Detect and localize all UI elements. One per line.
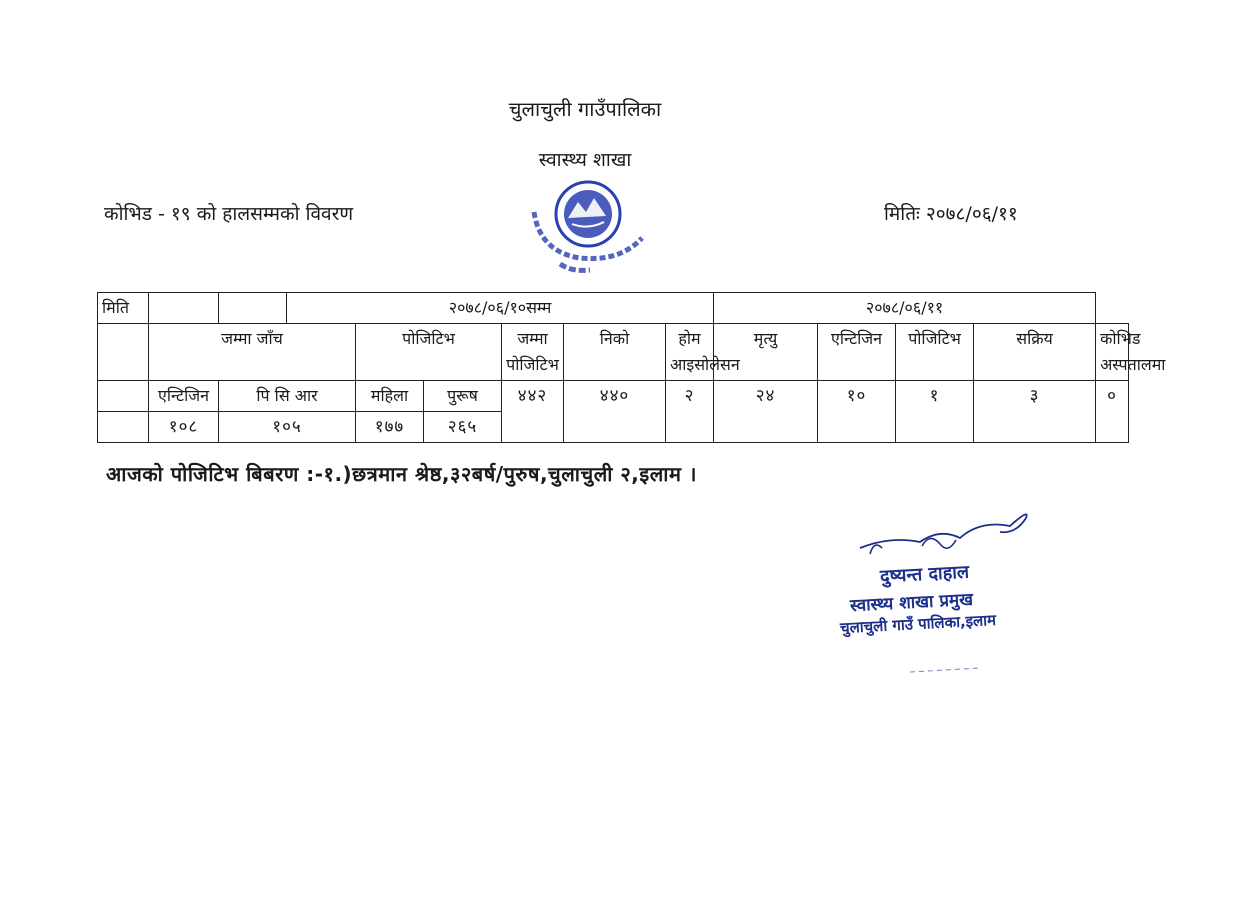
today-positive-detail: आजको पोजिटिभ बिबरण :-१.)छत्रमान श्रेष्ठ,३२बर्ष/पुरुष,चुलाचुली २,इलाम । xyxy=(106,462,697,486)
header-deaths: मृत्यु xyxy=(714,324,818,381)
header-total-positive: जम्मा पोजिटिभ xyxy=(502,324,564,381)
header-positive: पोजिटिभ xyxy=(356,324,502,381)
office-title: चुलाचुली गाउँपालिका xyxy=(508,97,662,121)
value-active: ३ xyxy=(974,381,1096,443)
covid-summary-table xyxy=(97,292,1166,443)
value-antigen: १०८ xyxy=(149,412,219,443)
value-recovered: ४४० xyxy=(564,381,666,443)
report-subject: कोभिड - १९ को हालसम्मको विवरण xyxy=(104,203,354,225)
subheader-pcr: पि सि आर xyxy=(219,381,356,412)
miti-label: मिति xyxy=(98,293,149,324)
signatory-post: स्वास्थ्य शाखा प्रमुख xyxy=(849,589,974,617)
value-deaths: २४ xyxy=(714,381,818,443)
value-pcr: १०५ xyxy=(219,412,356,443)
header-home-isolation: होम आइसोलेसन xyxy=(666,324,714,381)
header-positive-today: पोजिटिभ xyxy=(896,324,974,381)
value-home-isolation: २ xyxy=(666,381,714,443)
table-row xyxy=(98,381,1129,412)
header-recovered: निको xyxy=(564,324,666,381)
header-covid-hospital: कोभिड अस्पतालमा xyxy=(1096,324,1129,381)
value-antigen-today: १० xyxy=(818,381,896,443)
signatory-org: चुलाचुली गाउँ पालिका,इलाम xyxy=(839,610,997,638)
table-row xyxy=(98,293,1129,324)
subheader-antigen: एन्टिजिन xyxy=(149,381,219,412)
period-today: २०७८/०६/११ xyxy=(714,293,1096,324)
branch-title: स्वास्थ्य शाखा xyxy=(538,149,632,171)
report-date: मितिः २०७८/०६/११ xyxy=(884,203,1018,225)
header-antigen-today: एन्टिजिन xyxy=(818,324,896,381)
value-female: १७७ xyxy=(356,412,424,443)
signatory-name: दुष्यन्त दाहाल xyxy=(879,561,970,588)
value-male: २६५ xyxy=(424,412,502,443)
header-active: सक्रिय xyxy=(974,324,1096,381)
value-total-positive: ४४२ xyxy=(502,381,564,443)
subheader-female: महिला xyxy=(356,381,424,412)
header-total-tests: जम्मा जाँच xyxy=(149,324,356,381)
municipality-seal-icon xyxy=(520,172,650,282)
period-until: २०७८/०६/१०सम्म xyxy=(287,293,714,324)
subheader-male: पुरूष xyxy=(424,381,502,412)
table-row xyxy=(98,324,1129,381)
value-covid-hospital: ० xyxy=(1096,381,1129,443)
value-positive-today: १ xyxy=(896,381,974,443)
